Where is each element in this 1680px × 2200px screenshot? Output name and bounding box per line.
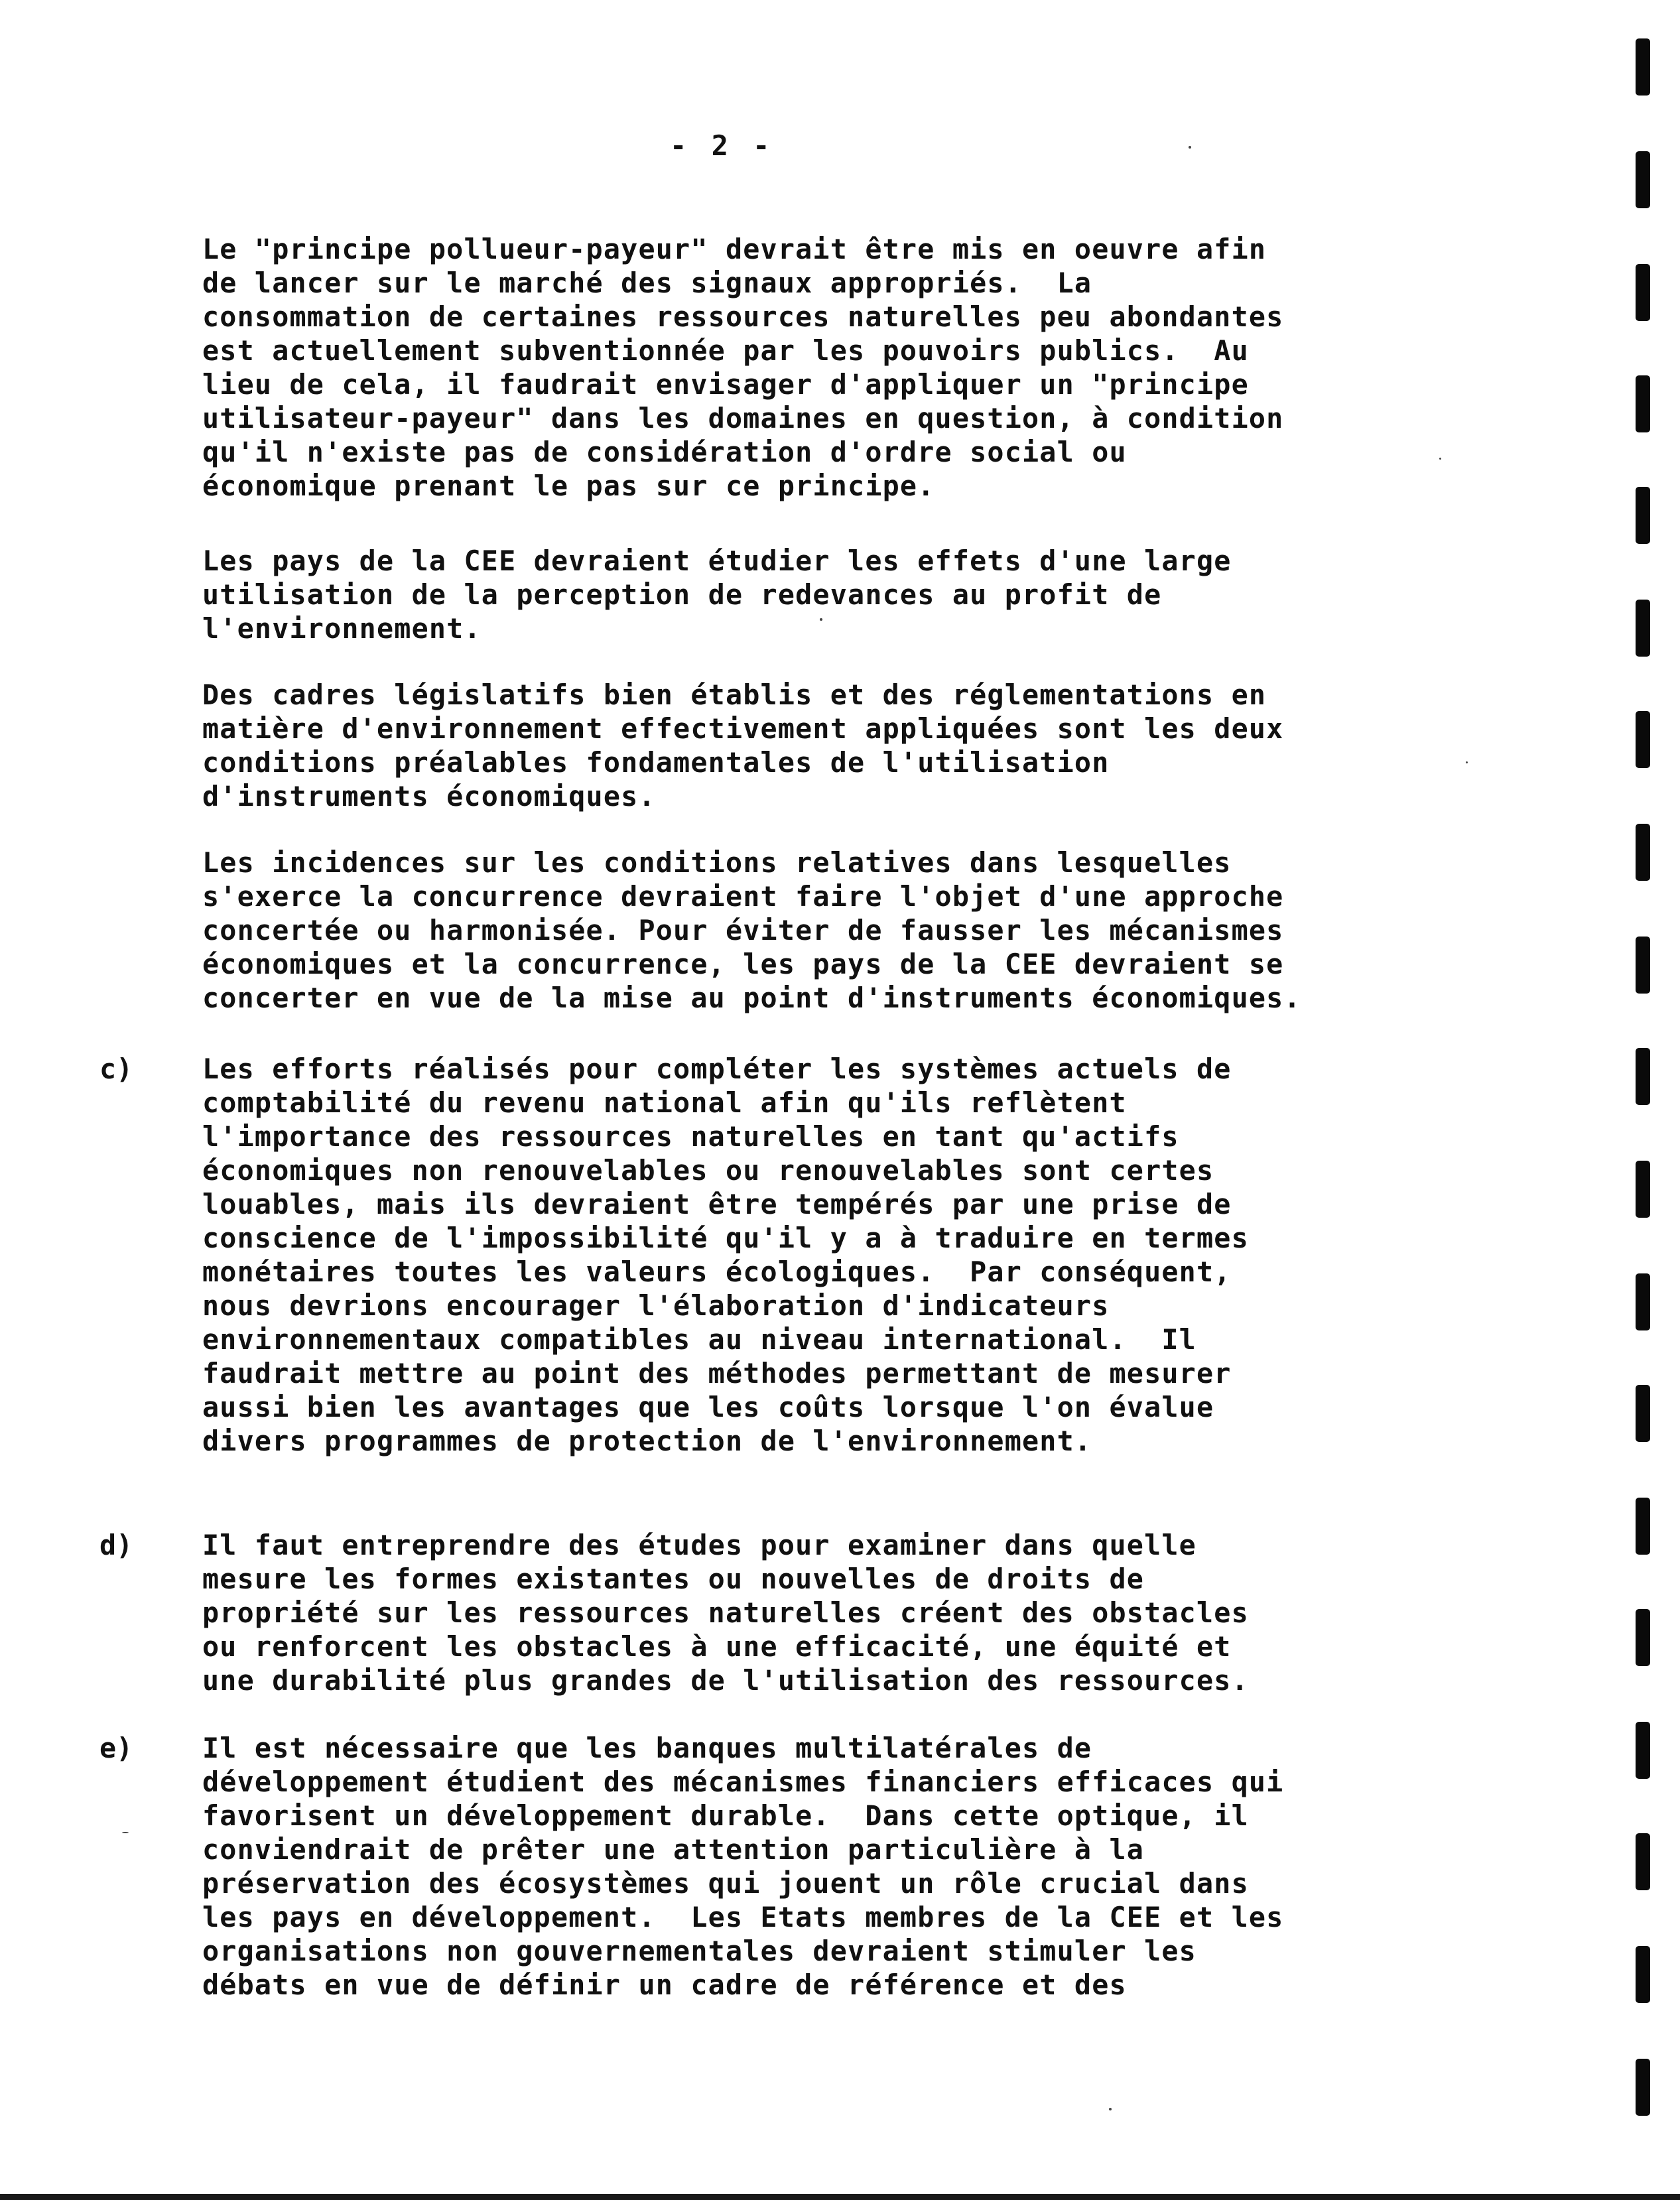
- binding-mark: [1636, 824, 1650, 881]
- paragraph-charges: [202, 544, 1555, 645]
- text-line: Les incidences sur les conditions relatives dans lesquelles: [202, 846, 1232, 879]
- text-line: Les efforts réalisés pour compléter les systèmes actuels de: [202, 1053, 1232, 1085]
- text-line: de lancer sur le marché des signaux appropriés. La: [202, 267, 1092, 299]
- scan-speck: [820, 618, 822, 621]
- text-line: développement étudient des mécanismes financiers efficaces qui: [202, 1766, 1284, 1798]
- text-line: mesure les formes existantes ou nouvelles de droits de: [202, 1563, 1145, 1595]
- text-line: concerter en vue de la mise au point d'instruments économiques.: [202, 982, 1301, 1014]
- text-line: matière d'environnement effectivement appliquées sont les deux: [202, 712, 1284, 745]
- text-line: Le "principe pollueur-payeur" devrait être mis en oeuvre afin: [202, 233, 1267, 265]
- text-line: utilisateur-payeur" dans les domaines en question, à condition: [202, 402, 1284, 434]
- text-line: favorisent un développement durable. Dans cette optique, il: [202, 1799, 1249, 1832]
- text-line: ou renforcent les obstacles à une efficacité, une équité et: [202, 1630, 1232, 1663]
- scan-speck: [1189, 146, 1191, 149]
- text-line: concertée ou harmonisée. Pour éviter de fausser les mécanismes: [202, 914, 1284, 946]
- text-line: aussi bien les avantages que les coûts lorsque l'on évalue: [202, 1391, 1214, 1423]
- paragraph-item-c: [202, 1052, 1555, 1458]
- text-line: louables, mais ils devraient être tempérés par une prise de: [202, 1188, 1232, 1220]
- binding-mark: [1636, 937, 1650, 994]
- binding-mark: [1636, 1946, 1650, 2003]
- text-line: débats en vue de définir un cadre de référence et des: [202, 1969, 1127, 2001]
- binding-mark: [1636, 1609, 1650, 1666]
- text-line: monétaires toutes les valeurs écologiques. Par conséquent,: [202, 1256, 1232, 1288]
- binding-mark: [1636, 38, 1650, 96]
- scan-speck: [1109, 2108, 1112, 2110]
- page-number: - 2 -: [670, 129, 774, 162]
- paragraph-item-d: [202, 1528, 1555, 1697]
- text-line: faudrait mettre au point des méthodes permettant de mesurer: [202, 1357, 1232, 1390]
- text-line: lieu de cela, il faudrait envisager d'appliquer un "principe: [202, 368, 1249, 401]
- text-line: s'exerce la concurrence devraient faire l'objet d'une approche: [202, 880, 1284, 913]
- binding-mark: [1636, 2059, 1650, 2116]
- binding-mark: [1636, 1385, 1650, 1442]
- binding-mark: [1636, 600, 1650, 657]
- text-line: Il est nécessaire que les banques multilatérales de: [202, 1732, 1092, 1764]
- text-line: est actuellement subventionnée par les pouvoirs publics. Au: [202, 334, 1249, 367]
- text-line: conviendrait de prêter une attention particulière à la: [202, 1833, 1145, 1866]
- text-line: utilisation de la perception de redevances au profit de: [202, 578, 1162, 611]
- text-line: propriété sur les ressources naturelles créent des obstacles: [202, 1596, 1249, 1629]
- binding-mark: [1636, 1048, 1650, 1105]
- binding-mark: [1636, 1833, 1650, 1890]
- text-line: Des cadres législatifs bien établis et des réglementations en: [202, 679, 1267, 711]
- binding-mark: [1636, 151, 1650, 208]
- text-line: économique prenant le pas sur ce principe.: [202, 470, 935, 502]
- text-line: comptabilité du revenu national afin qu'ils reflètent: [202, 1086, 1127, 1119]
- text-line: organisations non gouvernementales devraient stimuler les: [202, 1935, 1196, 1967]
- text-line: Il faut entreprendre des études pour examiner dans quelle: [202, 1529, 1196, 1561]
- text-line: consommation de certaines ressources naturelles peu abondantes: [202, 300, 1284, 333]
- item-label-c: c): [99, 1053, 133, 1085]
- binding-mark: [1636, 264, 1650, 321]
- binding-mark: [1636, 1722, 1650, 1779]
- paragraph-competition: [202, 846, 1555, 1015]
- text-line: Les pays de la CEE devraient étudier les effets d'une large: [202, 545, 1232, 577]
- binding-mark: [1636, 1498, 1650, 1555]
- text-line: les pays en développement. Les Etats membres de la CEE et les: [202, 1901, 1284, 1933]
- scan-bottom-edge: [0, 2194, 1680, 2200]
- binding-mark: [1636, 1273, 1650, 1330]
- paragraph-item-e: [202, 1731, 1555, 2002]
- text-line: environnementaux compatibles au niveau international. Il: [202, 1323, 1196, 1356]
- text-line: l'environnement.: [202, 612, 482, 645]
- scan-speck: [122, 1832, 129, 1833]
- binding-mark: [1636, 375, 1650, 432]
- text-line: conscience de l'impossibilité qu'il y a à traduire en termes: [202, 1222, 1249, 1254]
- text-line: conditions préalables fondamentales de l'utilisation: [202, 746, 1110, 779]
- text-line: préservation des écosystèmes qui jouent un rôle crucial dans: [202, 1867, 1249, 1900]
- text-line: divers programmes de protection de l'environnement.: [202, 1425, 1092, 1457]
- paragraph-polluter-pays: [202, 232, 1555, 503]
- binding-mark: [1636, 711, 1650, 768]
- text-line: l'importance des ressources naturelles en tant qu'actifs: [202, 1120, 1179, 1153]
- item-label-d: d): [99, 1529, 133, 1561]
- paragraph-legal-frameworks: [202, 678, 1555, 813]
- binding-mark: [1636, 1161, 1650, 1218]
- scan-speck: [1439, 458, 1441, 460]
- text-line: nous devrions encourager l'élaboration d'indicateurs: [202, 1289, 1110, 1322]
- text-line: qu'il n'existe pas de considération d'ordre social ou: [202, 436, 1127, 468]
- item-label-e: e): [99, 1732, 133, 1764]
- binding-mark: [1636, 487, 1650, 544]
- scan-speck: [1466, 761, 1468, 763]
- text-line: économiques et la concurrence, les pays de la CEE devraient se: [202, 948, 1284, 980]
- text-line: économiques non renouvelables ou renouvelables sont certes: [202, 1154, 1214, 1187]
- text-line: d'instruments économiques.: [202, 780, 656, 812]
- text-line: une durabilité plus grandes de l'utilisation des ressources.: [202, 1664, 1249, 1697]
